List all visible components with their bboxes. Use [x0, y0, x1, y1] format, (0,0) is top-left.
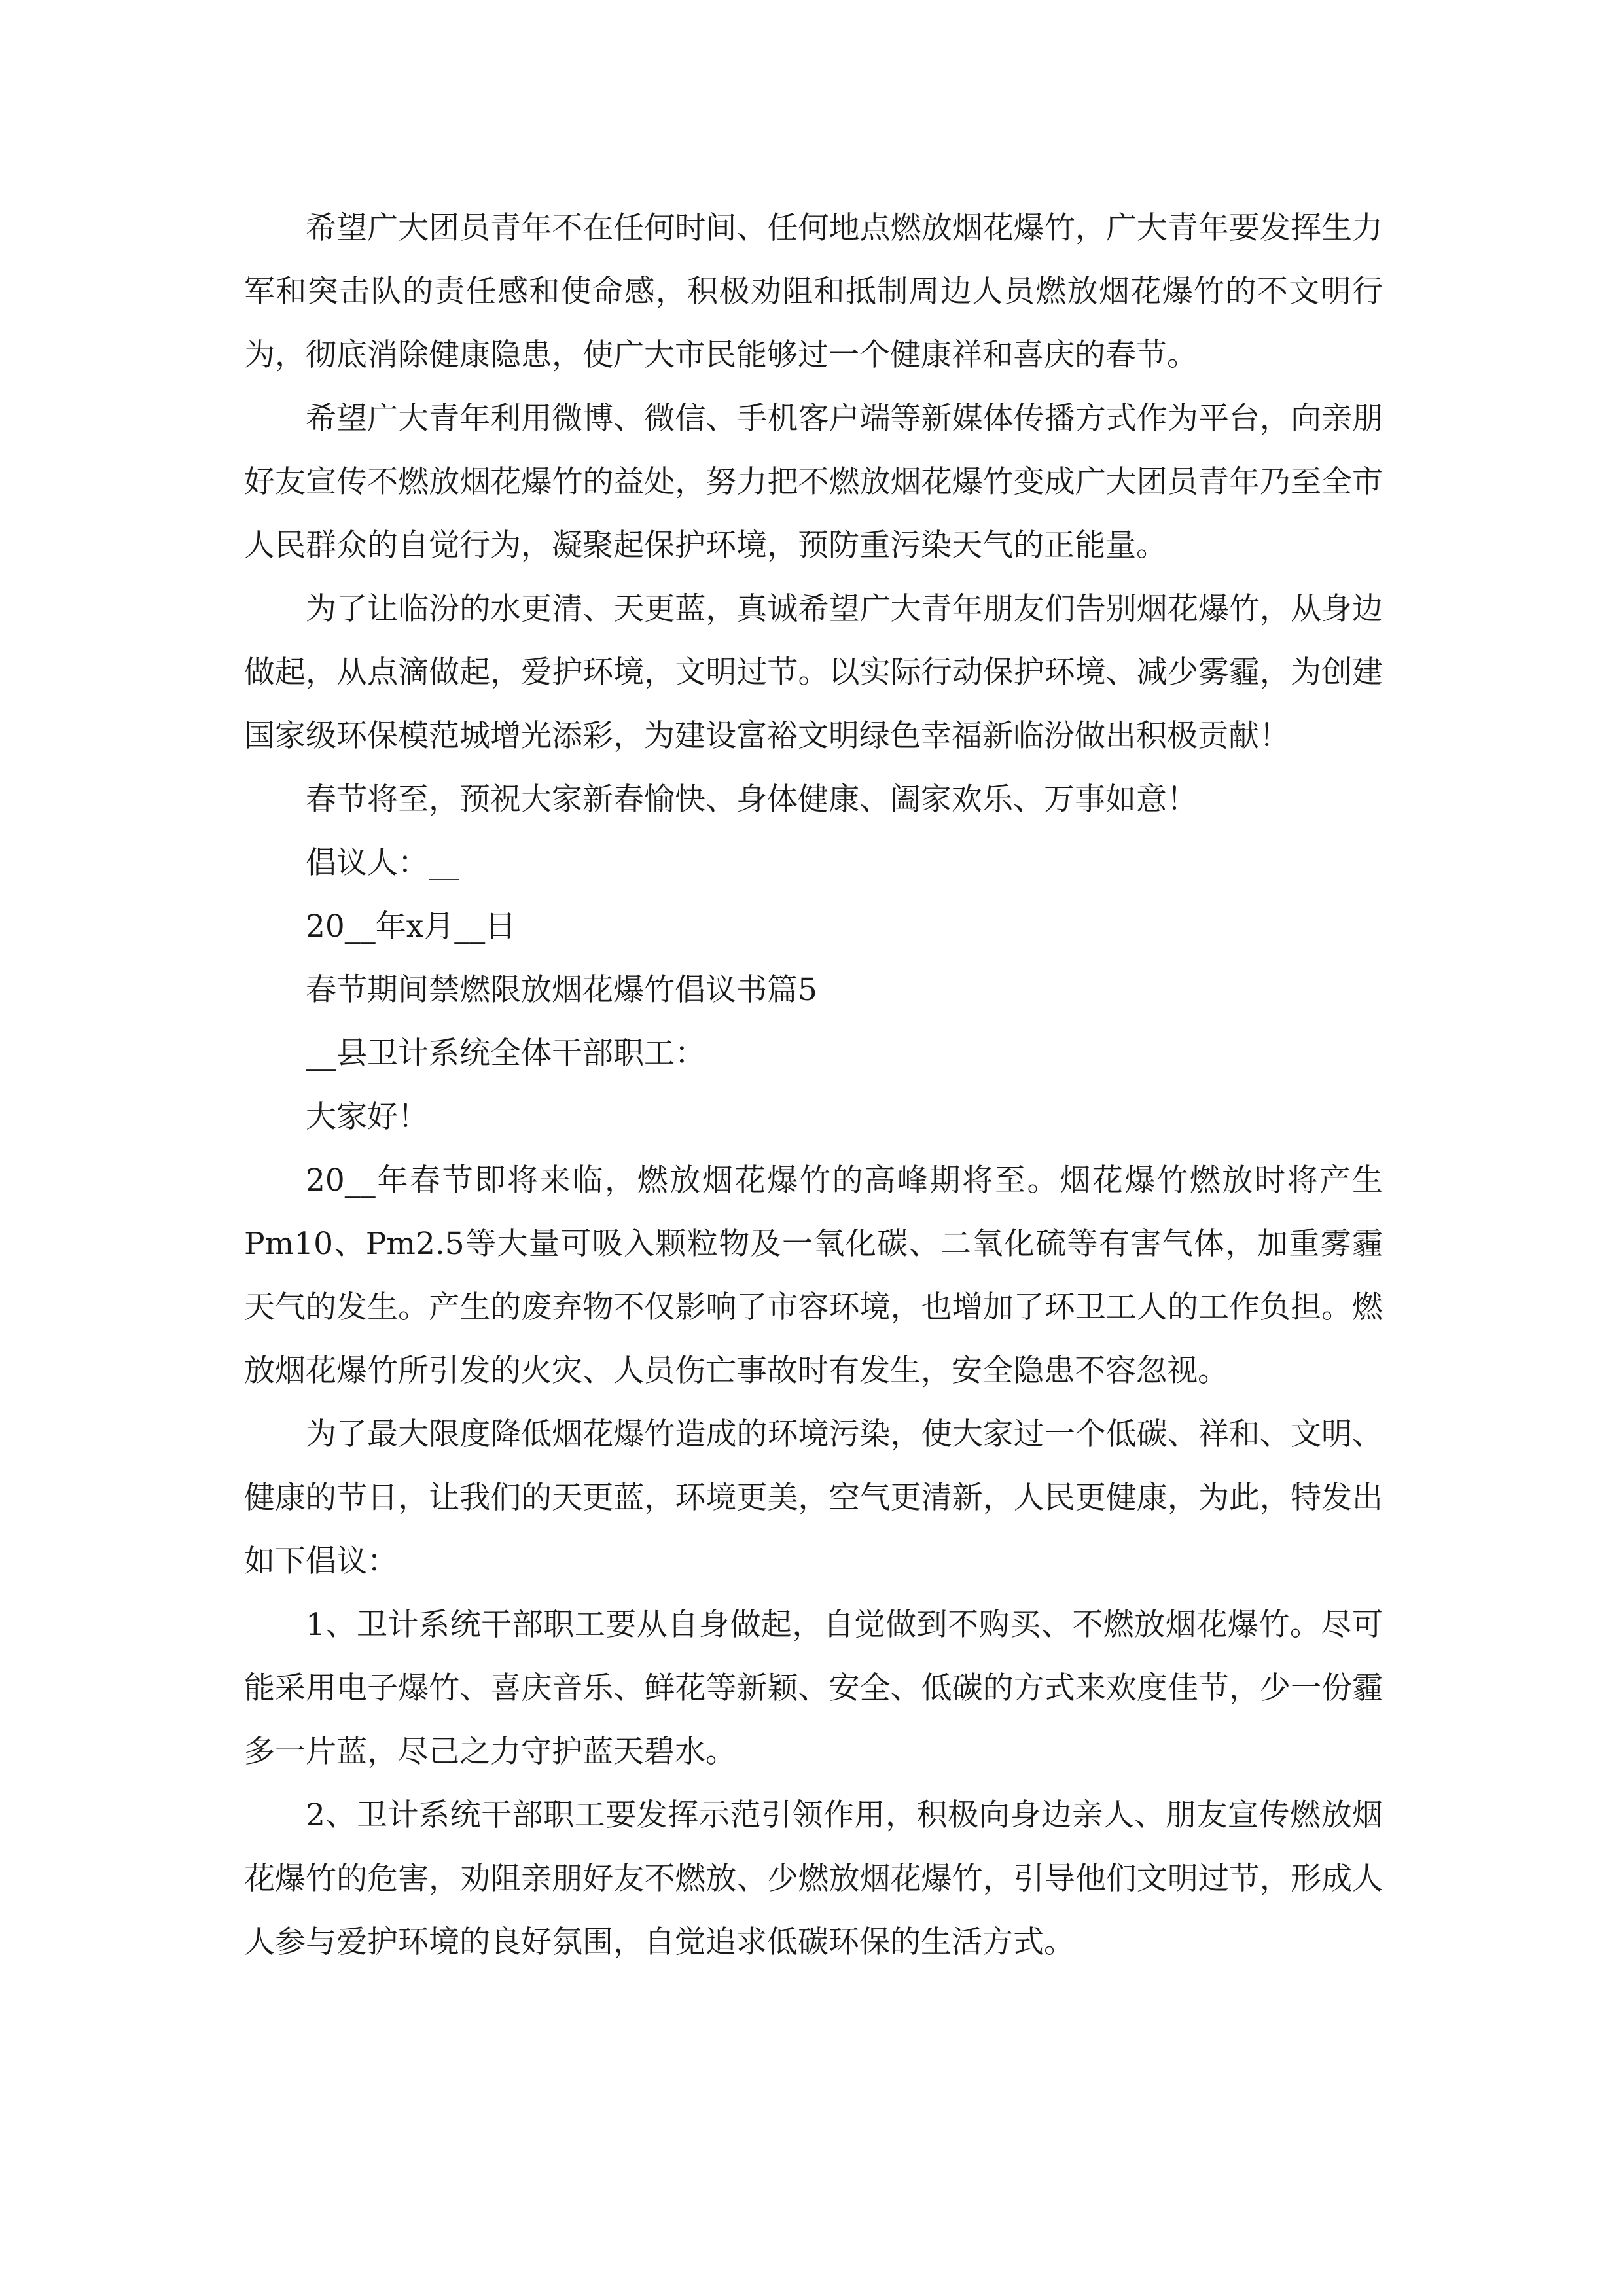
- date-line: 20__年x月__日: [306, 908, 516, 944]
- paragraph-new-media: 希望广大青年利用微博、微信、手机客户端等新媒体传播方式作为平台，向亲朋好友宣传不燃放烟花爆竹的益处，努力把不燃放烟花爆竹变成广大团员青年乃至全市人民群众的自觉行为，凝聚起保护环境，预防重污染天气的正能量。: [244, 401, 1383, 564]
- paragraph-linfen-blue-sky: 为了让临汾的水更清、天更蓝，真诚希望广大青年朋友们告别烟花爆竹，从身边做起，从点滴做起，爱护环境，文明过节。以实际行动保护环境、减少雾霾，为创建国家级环保模范城增光添彩，为建设富裕文明绿色幸福新临汾做出积极贡献！: [244, 591, 1383, 754]
- paragraph-spring-festival-pollution: 20__年春节即将来临，燃放烟花爆竹的高峰期将至。烟花爆竹燃放时将产生Pm10、Pm2.5等大量可吸入颗粒物及一氧化碳、二氧化硫等有害气体，加重雾霾天气的发生。产生的废弃物不仅影响了市容环境，也增加了环卫工人的工作负担。燃放烟花爆竹所引发的火灾、人员伤亡事故时有发生，安全隐患不容忽视。: [244, 1162, 1383, 1389]
- paragraph-proposal-intro: 为了最大限度降低烟花爆竹造成的环境污染，使大家过一个低碳、祥和、文明、健康的节日，让我们的天更蓝，环境更美，空气更清新，人民更健康，为此，特发出如下倡议：: [244, 1416, 1383, 1579]
- proposal-item-2: 2、卫计系统干部职工要发挥示范引领作用，积极向身边亲人、朋友宣传燃放烟花爆竹的危害，劝阻亲朋好友不燃放、少燃放烟花爆竹，引导他们文明过节，形成人人参与爱护环境的良好氛围，自觉追求低碳环保的生活方式。: [244, 1797, 1383, 1960]
- initiator-line: 倡议人：__: [306, 845, 459, 881]
- document-page: [244, 196, 1383, 1974]
- proposal-item-1: 1、卫计系统干部职工要从自身做起，自觉做到不购买、不燃放烟花爆竹。尽可能采用电子爆竹、喜庆音乐、鲜花等新颖、安全、低碳的方式来欢度佳节，少一份霾多一片蓝，尽己之力守护蓝天碧水。: [244, 1607, 1383, 1770]
- salutation: __县卫计系统全体干部职工：: [306, 1035, 705, 1071]
- section-title: 春节期间禁燃限放烟花爆竹倡议书篇5: [306, 972, 817, 1008]
- paragraph-new-year-wishes: 春节将至，预祝大家新春愉快、身体健康、阖家欢乐、万事如意！: [306, 781, 1198, 817]
- greeting: 大家好！: [306, 1099, 429, 1135]
- paragraph-youth-no-fireworks: 希望广大团员青年不在任何时间、任何地点燃放烟花爆竹，广大青年要发挥生力军和突击队的责任感和使命感，积极劝阻和抵制周边人员燃放烟花爆竹的不文明行为，彻底消除健康隐患，使广大市民能够过一个健康祥和喜庆的春节。: [244, 210, 1383, 373]
